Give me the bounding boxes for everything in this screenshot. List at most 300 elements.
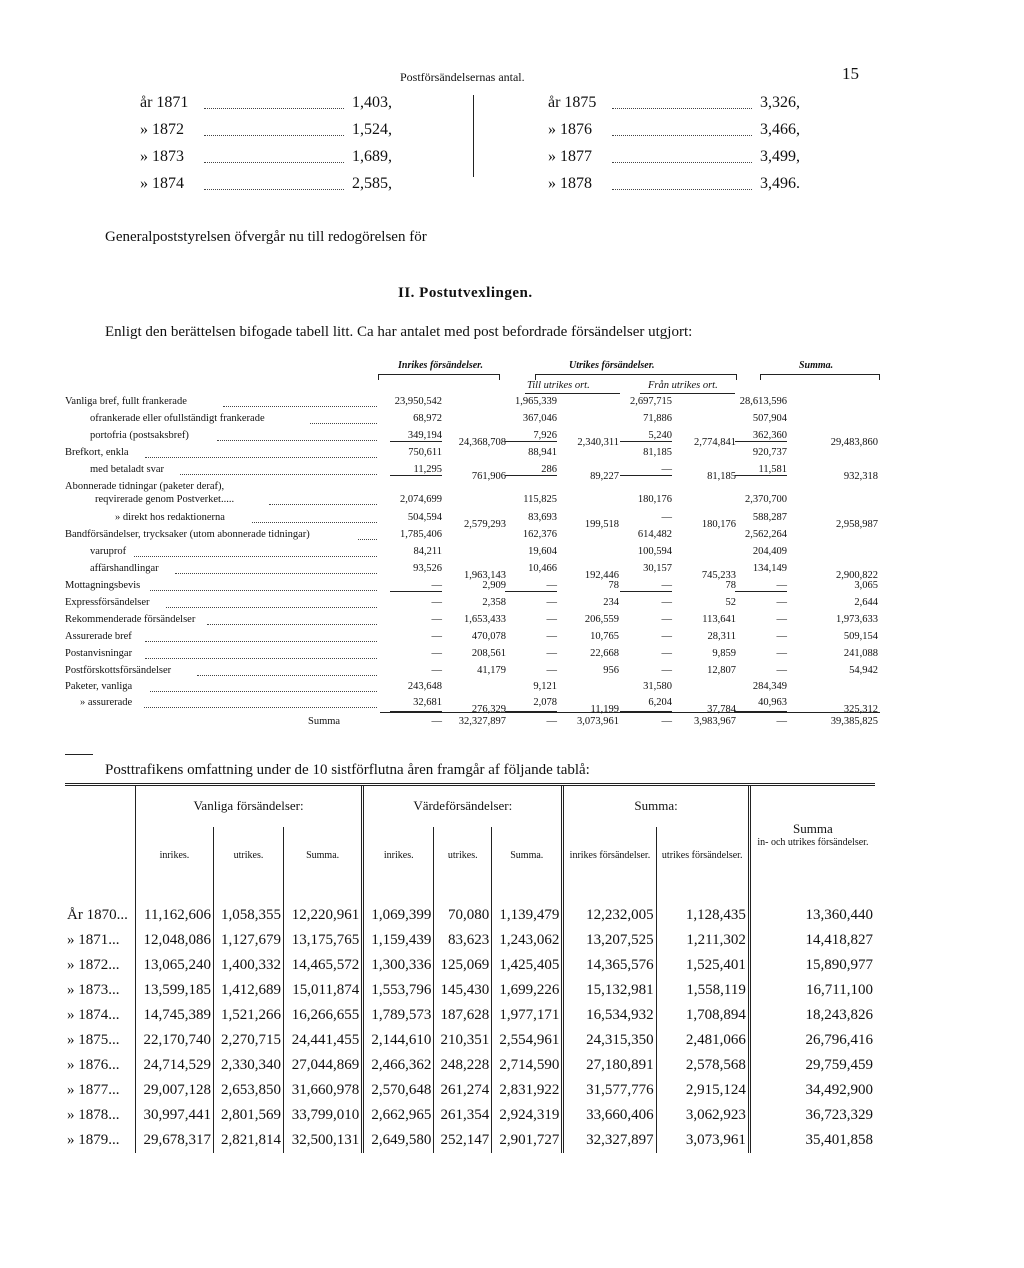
subhead: Summa.: [492, 827, 563, 883]
sum-value: 588,287: [752, 512, 787, 523]
table-row: [65, 1078, 875, 1103]
year-label: år 1875: [548, 94, 597, 111]
inr-value: 349,194: [407, 430, 442, 441]
fran-value: 81,185: [643, 447, 672, 458]
fran-subtotal: 3,983,967: [694, 716, 736, 727]
till-value: 1,965,339: [515, 396, 557, 407]
row-value: 70,080: [434, 903, 492, 928]
row-year: » 1873...: [67, 982, 120, 998]
year-value: 3,499,: [760, 148, 800, 165]
subhead: utrikes.: [434, 827, 492, 883]
sum-value: 284,349: [752, 681, 787, 692]
till-value: —: [546, 648, 557, 659]
page-number: 15: [842, 64, 859, 83]
row-value: 2,801,569: [213, 1103, 283, 1128]
till-value: 10,466: [528, 563, 557, 574]
summa-total-label: Summa: [793, 820, 833, 836]
fran-value: 2,697,715: [630, 396, 672, 407]
subtotal-rule: [735, 441, 787, 442]
row-value: 1,400,332: [213, 953, 283, 978]
row-label: Postanvisningar: [65, 648, 133, 659]
t1-head-summa: Summa.: [799, 360, 834, 371]
till-subtotal: 89,227: [590, 471, 619, 482]
sum-value: —: [776, 648, 787, 659]
subtotal-rule: [620, 475, 672, 476]
year-value: 2,585,: [352, 175, 392, 192]
row-value: 14,418,827: [749, 928, 875, 953]
row-label: Postförskottsförsändelser: [65, 665, 172, 676]
row-value: 1,553,796: [363, 978, 434, 1003]
ten-year-intro: Posttrafikens omfattning under de 10 sistförflutna åren framgår af följande tablå:: [105, 762, 590, 778]
inr-value: 1,785,406: [400, 529, 442, 540]
till-value: 7,926: [533, 430, 557, 441]
till-value: —: [546, 665, 557, 676]
row-year: » 1872...: [67, 957, 120, 973]
row-value: 1,977,171: [492, 1003, 563, 1028]
year-label: » 1877: [548, 148, 592, 165]
year-value: 3,496.: [760, 175, 800, 192]
till-value: 367,046: [522, 413, 557, 424]
gap-cell: [492, 883, 563, 903]
fran-value: —: [661, 580, 672, 591]
row-label: affärshandlingar: [90, 563, 159, 574]
gap-cell: [656, 883, 749, 903]
gap-cell: [749, 883, 875, 903]
group-summa-total: [749, 785, 875, 883]
row-label: » direkt hos redaktionerna: [115, 512, 225, 523]
row-value: 187,628: [434, 1003, 492, 1028]
subtotal-rule: [505, 441, 557, 442]
row-value: 36,723,329: [749, 1103, 875, 1128]
till-value: 9,121: [533, 681, 557, 692]
dot-leader: [204, 162, 344, 163]
row-value: 31,660,978: [284, 1078, 363, 1103]
fran-subtotal: 113,641: [702, 614, 736, 625]
fran-subtotal: 81,185: [707, 471, 736, 482]
row-value: 2,649,580: [363, 1128, 434, 1153]
till-value: 286: [541, 464, 557, 475]
row-value: 248,228: [434, 1053, 492, 1078]
inr-subtotal: 276,329: [471, 704, 506, 715]
dot-leader: [204, 135, 344, 136]
sum-value: 362,360: [752, 430, 787, 441]
row-value: 15,890,977: [749, 953, 875, 978]
fran-subtotal: 745,233: [701, 570, 736, 581]
till-subtotal: 10,765: [590, 631, 619, 642]
inr-value: —: [431, 614, 442, 625]
dot-leader: [612, 135, 752, 136]
row-value: 1,558,119: [656, 978, 749, 1003]
inr-value: —: [431, 648, 442, 659]
sum-value: —: [776, 716, 787, 727]
row-value: 32,327,897: [563, 1128, 656, 1153]
row-year: » 1879...: [67, 1132, 120, 1148]
row-value: 13,175,765: [284, 928, 363, 953]
row-label: portofria (postsaksbref): [90, 430, 189, 441]
year-value: 3,466,: [760, 121, 800, 138]
dot-leader: [252, 522, 377, 523]
fran-value: —: [661, 597, 672, 608]
row-year: » 1877...: [67, 1082, 120, 1098]
row-value: 12,232,005: [563, 903, 656, 928]
table-row: [65, 1028, 875, 1053]
till-value: 162,376: [522, 529, 557, 540]
fran-value: —: [661, 614, 672, 625]
gap-cell: [213, 883, 283, 903]
row-value: 2,924,319: [492, 1103, 563, 1128]
year-label: » 1873: [140, 148, 184, 165]
inr-value: 93,526: [413, 563, 442, 574]
row-value: 1,525,401: [656, 953, 749, 978]
inr-value: —: [431, 580, 442, 591]
sum-subtotal: 1,973,633: [836, 614, 878, 625]
row-year: » 1878...: [67, 1107, 120, 1123]
dot-leader: [310, 423, 377, 424]
row-value: 14,745,389: [135, 1003, 213, 1028]
row-value: 2,554,961: [492, 1028, 563, 1053]
year-value: 1,524,: [352, 121, 392, 138]
inr-subtotal: 32,327,897: [458, 716, 506, 727]
row-value: 15,132,981: [563, 978, 656, 1003]
year-label: år 1871: [140, 94, 189, 111]
row-value: 34,492,900: [749, 1078, 875, 1103]
gap-cell: [434, 883, 492, 903]
row-value: 1,300,336: [363, 953, 434, 978]
table-row: [65, 1053, 875, 1078]
dot-leader: [150, 691, 377, 692]
row-value: 1,789,573: [363, 1003, 434, 1028]
row-value: 1,159,439: [363, 928, 434, 953]
inr-value: 32,681: [413, 697, 442, 708]
intro-text: Generalpoststyrelsen öfvergår nu till redogörelsen för: [105, 229, 427, 245]
t1-head-inrikes: Inrikes försändelser.: [398, 360, 484, 371]
row-value: 3,062,923: [656, 1103, 749, 1128]
row-label: Assurerade bref: [65, 631, 132, 642]
till-value: —: [546, 716, 557, 727]
ten-year-table: [65, 785, 875, 1153]
sum-value: 28,613,596: [739, 396, 787, 407]
t1-head-till: Till utrikes ort.: [527, 380, 590, 391]
till-value: —: [546, 631, 557, 642]
row-value: 2,330,340: [213, 1053, 283, 1078]
row-value: 252,147: [434, 1128, 492, 1153]
row-value: 1,412,689: [213, 978, 283, 1003]
till-subtotal: 192,446: [584, 570, 619, 581]
year-value: 1,403,: [352, 94, 392, 111]
row-value: 1,211,302: [656, 928, 749, 953]
sum-value: 40,963: [758, 697, 787, 708]
row-value: 210,351: [434, 1028, 492, 1053]
row-value: 29,007,128: [135, 1078, 213, 1103]
fran-subtotal: 78: [725, 580, 736, 591]
dot-leader: [145, 658, 377, 659]
till-subtotal: 78: [608, 580, 619, 591]
sum-value: —: [776, 631, 787, 642]
inr-subtotal: 2,358: [482, 597, 506, 608]
till-subtotal: 22,668: [590, 648, 619, 659]
dot-leader: [612, 189, 752, 190]
dot-leader: [223, 406, 377, 407]
dot-leader: [175, 573, 377, 574]
row-value: 35,401,858: [749, 1128, 875, 1153]
summa-total-sub: in- och utrikes försändelser.: [757, 836, 869, 848]
row-value: 24,714,529: [135, 1053, 213, 1078]
fran-value: 31,580: [643, 681, 672, 692]
dot-leader: [269, 504, 377, 505]
fran-value: 71,886: [643, 413, 672, 424]
till-value: 115,825: [523, 494, 557, 505]
row-value: 32,500,131: [284, 1128, 363, 1153]
row-value: 33,799,010: [284, 1103, 363, 1128]
year-value: 1,689,: [352, 148, 392, 165]
inr-value: —: [431, 631, 442, 642]
gap-cell: [563, 883, 656, 903]
dot-leader: [612, 108, 752, 109]
dot-leader: [144, 707, 377, 708]
row-value: 2,481,066: [656, 1028, 749, 1053]
row-label: Brefkort, enkla: [65, 447, 129, 458]
inr-value: 243,648: [407, 681, 442, 692]
subtotal-rule: [620, 441, 672, 442]
row-value: 1,128,435: [656, 903, 749, 928]
row-year: År 1870...: [67, 907, 128, 923]
fran-value: 6,204: [648, 697, 672, 708]
row-value: 31,577,776: [563, 1078, 656, 1103]
row-value: 27,044,869: [284, 1053, 363, 1078]
dot-leader: [204, 189, 344, 190]
subtotal-rule: [735, 475, 787, 476]
enligt-text: Enligt den berättelsen bifogade tabell litt. Ca har antalet med post befordrade försändelser utgjort:: [105, 324, 693, 340]
row-value: 1,425,405: [492, 953, 563, 978]
row-value: 2,144,610: [363, 1028, 434, 1053]
sum-subtotal: 3,065: [854, 580, 878, 591]
sum-value: —: [776, 665, 787, 676]
sum-value: —: [776, 614, 787, 625]
row-value: 16,711,100: [749, 978, 875, 1003]
inr-value: 504,594: [407, 512, 442, 523]
row-value: 14,465,572: [284, 953, 363, 978]
inr-value: —: [431, 665, 442, 676]
summa-label: Summa: [308, 716, 341, 727]
inr-subtotal: 470,078: [471, 631, 506, 642]
dot-leader: [145, 641, 377, 642]
sum-value: 920,737: [752, 447, 787, 458]
row-value: 24,441,455: [284, 1028, 363, 1053]
subtotal-rule: [505, 591, 557, 592]
row-value: 1,521,266: [213, 1003, 283, 1028]
fran-value: —: [661, 464, 672, 475]
rule: [65, 754, 93, 755]
dot-leader: [217, 440, 377, 441]
group-varde: Värdeförsändelser:: [363, 785, 563, 827]
row-value: 2,821,814: [213, 1128, 283, 1153]
subhead: utrikes försändelser.: [656, 827, 749, 883]
row-label: Paketer, vanliga: [65, 681, 133, 692]
inr-value: 23,950,542: [394, 396, 442, 407]
dot-leader: [204, 108, 344, 109]
inr-subtotal: 1,653,433: [464, 614, 506, 625]
subtotal-rule: [390, 591, 442, 592]
sum-value: —: [776, 597, 787, 608]
row-value: 12,048,086: [135, 928, 213, 953]
row-value: 24,315,350: [563, 1028, 656, 1053]
fran-value: —: [661, 648, 672, 659]
row-value: 2,662,965: [363, 1103, 434, 1128]
fran-subtotal: 37,784: [707, 704, 736, 715]
till-subtotal: 11,199: [590, 704, 619, 715]
row-label: » assurerade: [80, 697, 133, 708]
row-year: » 1871...: [67, 932, 120, 948]
dot-leader: [207, 624, 377, 625]
row-value: 11,162,606: [135, 903, 213, 928]
row-value: 2,578,568: [656, 1053, 749, 1078]
fran-value: 30,157: [643, 563, 672, 574]
row-label: Vanliga bref, fullt frankerade: [65, 396, 187, 407]
inr-value: 750,611: [408, 447, 442, 458]
row-label: Abonnerade tidningar (paketer deraf),: [65, 481, 225, 492]
dot-leader: [358, 539, 377, 540]
group-vanliga: Vanliga försändelser:: [135, 785, 362, 827]
sum-value: —: [776, 580, 787, 591]
till-subtotal: 206,559: [584, 614, 619, 625]
row-value: 2,915,124: [656, 1078, 749, 1103]
row-value: 1,058,355: [213, 903, 283, 928]
table-row: [65, 953, 875, 978]
dot-leader: [180, 474, 377, 475]
subhead: inrikes.: [363, 827, 434, 883]
till-value: 83,693: [528, 512, 557, 523]
row-year: » 1874...: [67, 1007, 120, 1023]
dot-leader: [150, 590, 377, 591]
gap-cell: [135, 883, 213, 903]
row-value: 1,127,679: [213, 928, 283, 953]
inr-value: —: [431, 597, 442, 608]
row-value: 13,360,440: [749, 903, 875, 928]
sum-subtotal: 2,644: [854, 597, 878, 608]
row-value: 2,570,648: [363, 1078, 434, 1103]
row-value: 261,354: [434, 1103, 492, 1128]
fran-value: 100,594: [637, 546, 672, 557]
table-row: [65, 1003, 875, 1028]
row-value: 14,365,576: [563, 953, 656, 978]
corner-cell: [65, 785, 135, 827]
dot-leader: [612, 162, 752, 163]
inr-value: 68,972: [413, 413, 442, 424]
row-value: 13,207,525: [563, 928, 656, 953]
row-value: 29,759,459: [749, 1053, 875, 1078]
brace: [378, 374, 500, 380]
gap-cell: [284, 883, 363, 903]
t1-head-utrikes: Utrikes försändelser.: [569, 360, 655, 371]
inr-subtotal: 24,368,708: [458, 437, 506, 448]
inr-subtotal: 2,579,293: [464, 519, 506, 530]
t1-head-fran: Från utrikes ort.: [648, 380, 718, 391]
gap-cell: [65, 883, 135, 903]
row-value: 83,623: [434, 928, 492, 953]
year-label: » 1878: [548, 175, 592, 192]
row-value: 2,901,727: [492, 1128, 563, 1153]
table-row: [65, 903, 875, 928]
subhead: inrikes.: [135, 827, 213, 883]
row-value: 2,270,715: [213, 1028, 283, 1053]
till-value: 88,941: [528, 447, 557, 458]
row-label: Mottagningsbevis: [65, 580, 141, 591]
inr-value: 84,211: [413, 546, 442, 557]
row-value: 22,170,740: [135, 1028, 213, 1053]
row-value: 2,714,590: [492, 1053, 563, 1078]
row-label: ofrankerade eller ofullständigt frankerade: [90, 413, 265, 424]
row-value: 15,011,874: [284, 978, 363, 1003]
sum-subtotal: 932,318: [843, 471, 878, 482]
sum-value: 507,904: [752, 413, 787, 424]
year-value: 3,326,: [760, 94, 800, 111]
sum-value: 2,370,700: [745, 494, 787, 505]
row-label: Rekommenderade försändelser: [65, 614, 196, 625]
inr-value: 11,295: [413, 464, 442, 475]
sum-value: 134,149: [752, 563, 787, 574]
subhead: Summa.: [284, 827, 363, 883]
sum-subtotal: 54,942: [849, 665, 878, 676]
sum-value: 204,409: [752, 546, 787, 557]
running-header: Postförsändelsernas antal.: [400, 70, 525, 84]
inr-subtotal: 761,906: [471, 471, 506, 482]
dot-leader: [197, 675, 377, 676]
row-value: 2,653,850: [213, 1078, 283, 1103]
row-value: 18,243,826: [749, 1003, 875, 1028]
till-value: —: [546, 614, 557, 625]
dot-leader: [134, 556, 377, 557]
table-row: [65, 1128, 875, 1153]
row-value: 16,534,932: [563, 1003, 656, 1028]
sum-value: 2,562,264: [745, 529, 787, 540]
row-value: 145,430: [434, 978, 492, 1003]
summa-rule: [380, 712, 880, 713]
subtotal-rule: [390, 441, 442, 442]
inr-value: —: [431, 716, 442, 727]
subtotal-rule: [505, 475, 557, 476]
till-value: 19,604: [528, 546, 557, 557]
fran-subtotal: 52: [725, 597, 736, 608]
subtotal-rule: [735, 591, 787, 592]
row-label: varuprof: [90, 546, 127, 557]
row-value: 33,660,406: [563, 1103, 656, 1128]
rule: [525, 393, 620, 394]
fran-value: —: [661, 512, 672, 523]
row-value: 1,708,894: [656, 1003, 749, 1028]
fran-value: —: [661, 665, 672, 676]
fran-value: —: [661, 716, 672, 727]
subhead: inrikes försändelser.: [563, 827, 656, 883]
year-label: » 1872: [140, 121, 184, 138]
sum-subtotal: 2,900,822: [836, 570, 878, 581]
fran-subtotal: 2,774,841: [694, 437, 736, 448]
till-subtotal: 956: [603, 665, 619, 676]
row-value: 13,065,240: [135, 953, 213, 978]
group-summa: Summa:: [563, 785, 750, 827]
section-heading: II. Postutvexlingen.: [398, 285, 533, 301]
row-value: 2,831,922: [492, 1078, 563, 1103]
fran-value: 5,240: [648, 430, 672, 441]
sum-value: 11,581: [758, 464, 787, 475]
row-label: med betaladt svar: [90, 464, 165, 475]
sum-subtotal: 241,088: [843, 648, 878, 659]
inr-value: 2,074,699: [400, 494, 442, 505]
sum-subtotal: 325,312: [843, 704, 878, 715]
gap-cell: [363, 883, 434, 903]
column-divider: [473, 95, 474, 177]
row-label: Expressförsändelser: [65, 597, 150, 608]
brace: [760, 374, 880, 380]
